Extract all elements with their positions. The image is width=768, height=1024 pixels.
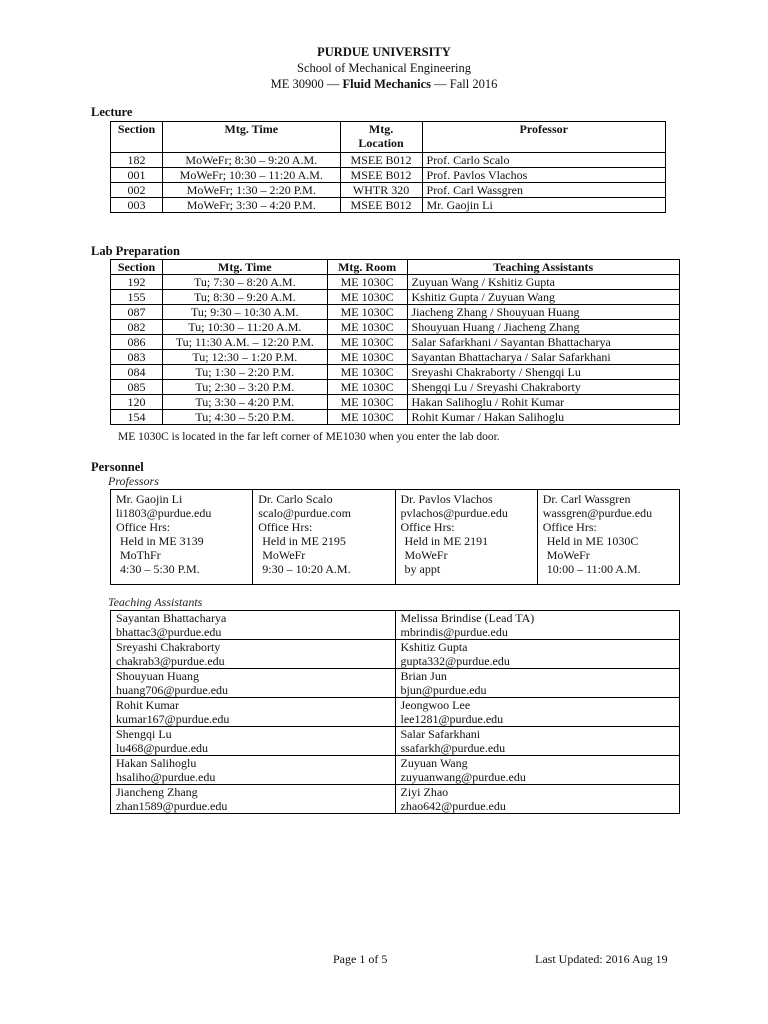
lab-header-time: Mtg. Time (162, 260, 327, 275)
lab-room: ME 1030C (327, 410, 407, 425)
course-line (0, 76, 768, 92)
professors-table (110, 489, 680, 585)
ta-row (111, 785, 680, 814)
lab-row (111, 320, 680, 335)
lecture-professor: Mr. Gaojin Li (422, 198, 665, 213)
professor-office-room: Held in ME 2191 (404, 534, 489, 548)
lab-time: Tu; 3:30 – 4:20 P.M. (162, 395, 327, 410)
lecture-time: MoWeFr; 10:30 – 11:20 A.M. (162, 168, 340, 183)
lab-tas: Sayantan Bhattacharya / Salar Safarkhani (407, 350, 679, 365)
lab-time: Tu; 10:30 – 11:20 A.M. (162, 320, 327, 335)
lab-row (111, 395, 680, 410)
lab-time: Tu; 9:30 – 10:30 A.M. (162, 305, 327, 320)
lecture-header-professor: Professor (422, 122, 665, 153)
professor-office-label: Office Hrs: (542, 520, 597, 534)
ta-row (111, 727, 680, 756)
page-number: Page 1 of 5 (333, 952, 388, 966)
lecture-time: MoWeFr; 8:30 – 9:20 A.M. (162, 153, 340, 168)
lecture-section: 002 (111, 183, 163, 198)
lecture-header-row (111, 122, 666, 153)
lab-time: Tu; 8:30 – 9:20 A.M. (162, 290, 327, 305)
professor-office-days: MoWeFr (262, 548, 306, 562)
ta-name: Ziyi Zhao (400, 785, 449, 799)
lab-room: ME 1030C (327, 290, 407, 305)
lab-section: 155 (111, 290, 163, 305)
lecture-professor: Prof. Pavlos Vlachos (422, 168, 665, 183)
professor-name: Mr. Gaojin Li (116, 492, 183, 506)
lecture-section: 182 (111, 153, 163, 168)
lab-header-row (111, 260, 680, 275)
ta-name: Sayantan Bhattacharya (116, 611, 227, 625)
lab-section: 192 (111, 275, 163, 290)
lab-row (111, 275, 680, 290)
professor-office-label: Office Hrs: (400, 520, 455, 534)
school-name: School of Mechanical Engineering (297, 61, 471, 75)
lecture-time: MoWeFr; 3:30 – 4:20 P.M. (162, 198, 340, 213)
lecture-row (111, 168, 666, 183)
lab-body (111, 275, 680, 425)
personnel-heading: Personnel (91, 460, 144, 474)
lecture-header-time: Mtg. Time (162, 122, 340, 153)
ta-name: Brian Jun (400, 669, 447, 683)
professor-office-days: MoThFr (120, 548, 161, 562)
professor-office-time: 9:30 – 10:20 A.M. (262, 562, 351, 576)
ta-cell (111, 640, 396, 669)
ta-cell (395, 669, 680, 698)
lab-row (111, 410, 680, 425)
lab-header-tas: Teaching Assistants (407, 260, 679, 275)
lab-tas: Shouyuan Huang / Jiacheng Zhang (407, 320, 679, 335)
lecture-professor: Prof. Carlo Scalo (422, 153, 665, 168)
lab-room: ME 1030C (327, 320, 407, 335)
lab-header-room: Mtg. Room (327, 260, 407, 275)
professor-office-time: 10:00 – 11:00 A.M. (546, 562, 641, 576)
ta-email: lu468@purdue.edu (116, 741, 209, 755)
ta-row (111, 756, 680, 785)
lecture-section: 001 (111, 168, 163, 183)
lecture-row (111, 198, 666, 213)
professor-office-room: Held in ME 2195 (262, 534, 346, 548)
professors-label: Professors (108, 474, 159, 488)
lab-row (111, 365, 680, 380)
lab-time: Tu; 11:30 A.M. – 12:20 P.M. (162, 335, 327, 350)
ta-email: zhao642@purdue.edu (400, 799, 506, 813)
ta-name: Kshitiz Gupta (400, 640, 468, 654)
lab-heading: Lab Preparation (91, 244, 181, 258)
professor-name: Dr. Carl Wassgren (542, 492, 631, 506)
lecture-header-location-line1: Mtg. (368, 122, 394, 136)
lab-room: ME 1030C (327, 365, 407, 380)
lecture-row (111, 153, 666, 168)
professors-row (111, 490, 680, 585)
ta-name: Rohit Kumar (116, 698, 179, 712)
ta-cell (111, 785, 396, 814)
ta-name: Hakan Salihoglu (116, 756, 197, 770)
lab-table (110, 259, 680, 425)
professor-office-label: Office Hrs: (116, 520, 171, 534)
ta-email: zhan1589@purdue.edu (116, 799, 228, 813)
lecture-body (111, 153, 666, 213)
lecture-location: MSEE B012 (340, 198, 422, 213)
professor-cell (111, 490, 253, 585)
lab-section: 086 (111, 335, 163, 350)
course-name: Fluid Mechanics (342, 77, 432, 91)
lab-row (111, 350, 680, 365)
lab-section: 087 (111, 305, 163, 320)
ta-cell (395, 640, 680, 669)
ta-name: Zuyuan Wang (400, 756, 468, 770)
ta-row (111, 698, 680, 727)
lab-tas: Sreyashi Chakraborty / Shengqi Lu (407, 365, 679, 380)
lab-header-section: Section (111, 260, 163, 275)
ta-cell (395, 611, 680, 640)
ta-email: chakrab3@purdue.edu (116, 654, 225, 668)
ta-email: huang706@purdue.edu (116, 683, 229, 697)
last-updated: Last Updated: 2016 Aug 19 (535, 952, 668, 966)
professor-name: Dr. Pavlos Vlachos (400, 492, 493, 506)
lab-row (111, 290, 680, 305)
lab-section: 082 (111, 320, 163, 335)
professor-office-time: 4:30 – 5:30 P.M. (120, 562, 200, 576)
ta-name: Melissa Brindise (Lead TA) (400, 611, 535, 625)
lab-room: ME 1030C (327, 305, 407, 320)
ta-email: hsaliho@purdue.edu (116, 770, 216, 784)
lab-tas: Rohit Kumar / Hakan Salihoglu (407, 410, 679, 425)
lecture-row (111, 183, 666, 198)
ta-cell (395, 785, 680, 814)
ta-email: lee1281@purdue.edu (400, 712, 504, 726)
ta-email: bhattac3@purdue.edu (116, 625, 222, 639)
ta-email: bjun@purdue.edu (400, 683, 487, 697)
course-term: — Fall 2016 (434, 77, 498, 91)
lab-room: ME 1030C (327, 395, 407, 410)
lab-row (111, 305, 680, 320)
lab-section: 083 (111, 350, 163, 365)
ta-email: mbrindis@purdue.edu (400, 625, 508, 639)
professor-office-room: Held in ME 3139 (120, 534, 204, 548)
ta-name: Shengqi Lu (116, 727, 172, 741)
ta-name: Sreyashi Chakraborty (116, 640, 221, 654)
professor-cell (537, 490, 679, 585)
lab-section: 120 (111, 395, 163, 410)
lab-room: ME 1030C (327, 380, 407, 395)
ta-email: ssafarkh@purdue.edu (400, 741, 506, 755)
lecture-section: 003 (111, 198, 163, 213)
lab-time: Tu; 7:30 – 8:20 A.M. (162, 275, 327, 290)
lab-section: 154 (111, 410, 163, 425)
professor-cell (395, 490, 537, 585)
course-code: ME 30900 — (270, 77, 340, 91)
ta-cell (111, 611, 396, 640)
lecture-header-location-line2: Location (358, 136, 404, 150)
lab-tas: Kshitiz Gupta / Zuyuan Wang (407, 290, 679, 305)
professor-email: li1803@purdue.edu (116, 506, 212, 520)
lab-location-note: ME 1030C is located in the far left corner of ME1030 when you enter the lab door. (118, 431, 500, 443)
professor-email: scalo@purdue.com (258, 506, 351, 520)
professor-cell (253, 490, 395, 585)
ta-name: Jiancheng Zhang (116, 785, 198, 799)
ta-email: kumar167@purdue.edu (116, 712, 230, 726)
professor-office-days: MoWeFr (404, 548, 448, 562)
lecture-header-location (340, 122, 422, 153)
ta-label: Teaching Assistants (108, 595, 203, 609)
document-header (0, 44, 768, 92)
lab-room: ME 1030C (327, 350, 407, 365)
lab-tas: Hakan Salihoglu / Rohit Kumar (407, 395, 679, 410)
lab-row (111, 335, 680, 350)
lecture-location: WHTR 320 (340, 183, 422, 198)
professor-office-time: by appt (404, 562, 441, 576)
lecture-location: MSEE B012 (340, 153, 422, 168)
ta-name: Salar Safarkhani (400, 727, 481, 741)
lab-time: Tu; 4:30 – 5:20 P.M. (162, 410, 327, 425)
ta-name: Shouyuan Huang (116, 669, 199, 683)
professor-office-room: Held in ME 1030C (546, 534, 639, 548)
lecture-location: MSEE B012 (340, 168, 422, 183)
ta-row (111, 669, 680, 698)
lecture-table (110, 121, 666, 213)
lab-section: 084 (111, 365, 163, 380)
lab-time: Tu; 12:30 – 1:20 P.M. (162, 350, 327, 365)
lecture-time: MoWeFr; 1:30 – 2:20 P.M. (162, 183, 340, 198)
lab-tas: Salar Safarkhani / Sayantan Bhattacharya (407, 335, 679, 350)
ta-row (111, 640, 680, 669)
university-name: PURDUE UNIVERSITY (317, 45, 451, 59)
ta-email: zuyuanwang@purdue.edu (400, 770, 526, 784)
ta-cell (395, 698, 680, 727)
lecture-heading: Lecture (91, 105, 133, 119)
lab-section: 085 (111, 380, 163, 395)
professor-email: pvlachos@purdue.edu (400, 506, 508, 520)
professor-office-label: Office Hrs: (258, 520, 313, 534)
ta-cell (111, 698, 396, 727)
ta-cell (111, 756, 396, 785)
lab-room: ME 1030C (327, 335, 407, 350)
lab-tas: Shengqi Lu / Sreyashi Chakraborty (407, 380, 679, 395)
lab-tas: Jiacheng Zhang / Shouyuan Huang (407, 305, 679, 320)
ta-cell (111, 669, 396, 698)
lab-time: Tu; 1:30 – 2:20 P.M. (162, 365, 327, 380)
ta-body (111, 611, 680, 814)
professor-office-days: MoWeFr (546, 548, 590, 562)
lab-tas: Zuyuan Wang / Kshitiz Gupta (407, 275, 679, 290)
ta-name: Jeongwoo Lee (400, 698, 471, 712)
ta-cell (111, 727, 396, 756)
professor-email: wassgren@purdue.edu (542, 506, 653, 520)
lecture-professor: Prof. Carl Wassgren (422, 183, 665, 198)
ta-cell (395, 756, 680, 785)
ta-row (111, 611, 680, 640)
ta-table (110, 610, 680, 814)
lecture-header-section: Section (111, 122, 163, 153)
ta-email: gupta332@purdue.edu (400, 654, 510, 668)
lab-row (111, 380, 680, 395)
professor-name: Dr. Carlo Scalo (258, 492, 333, 506)
lab-room: ME 1030C (327, 275, 407, 290)
lab-time: Tu; 2:30 – 3:20 P.M. (162, 380, 327, 395)
ta-cell (395, 727, 680, 756)
